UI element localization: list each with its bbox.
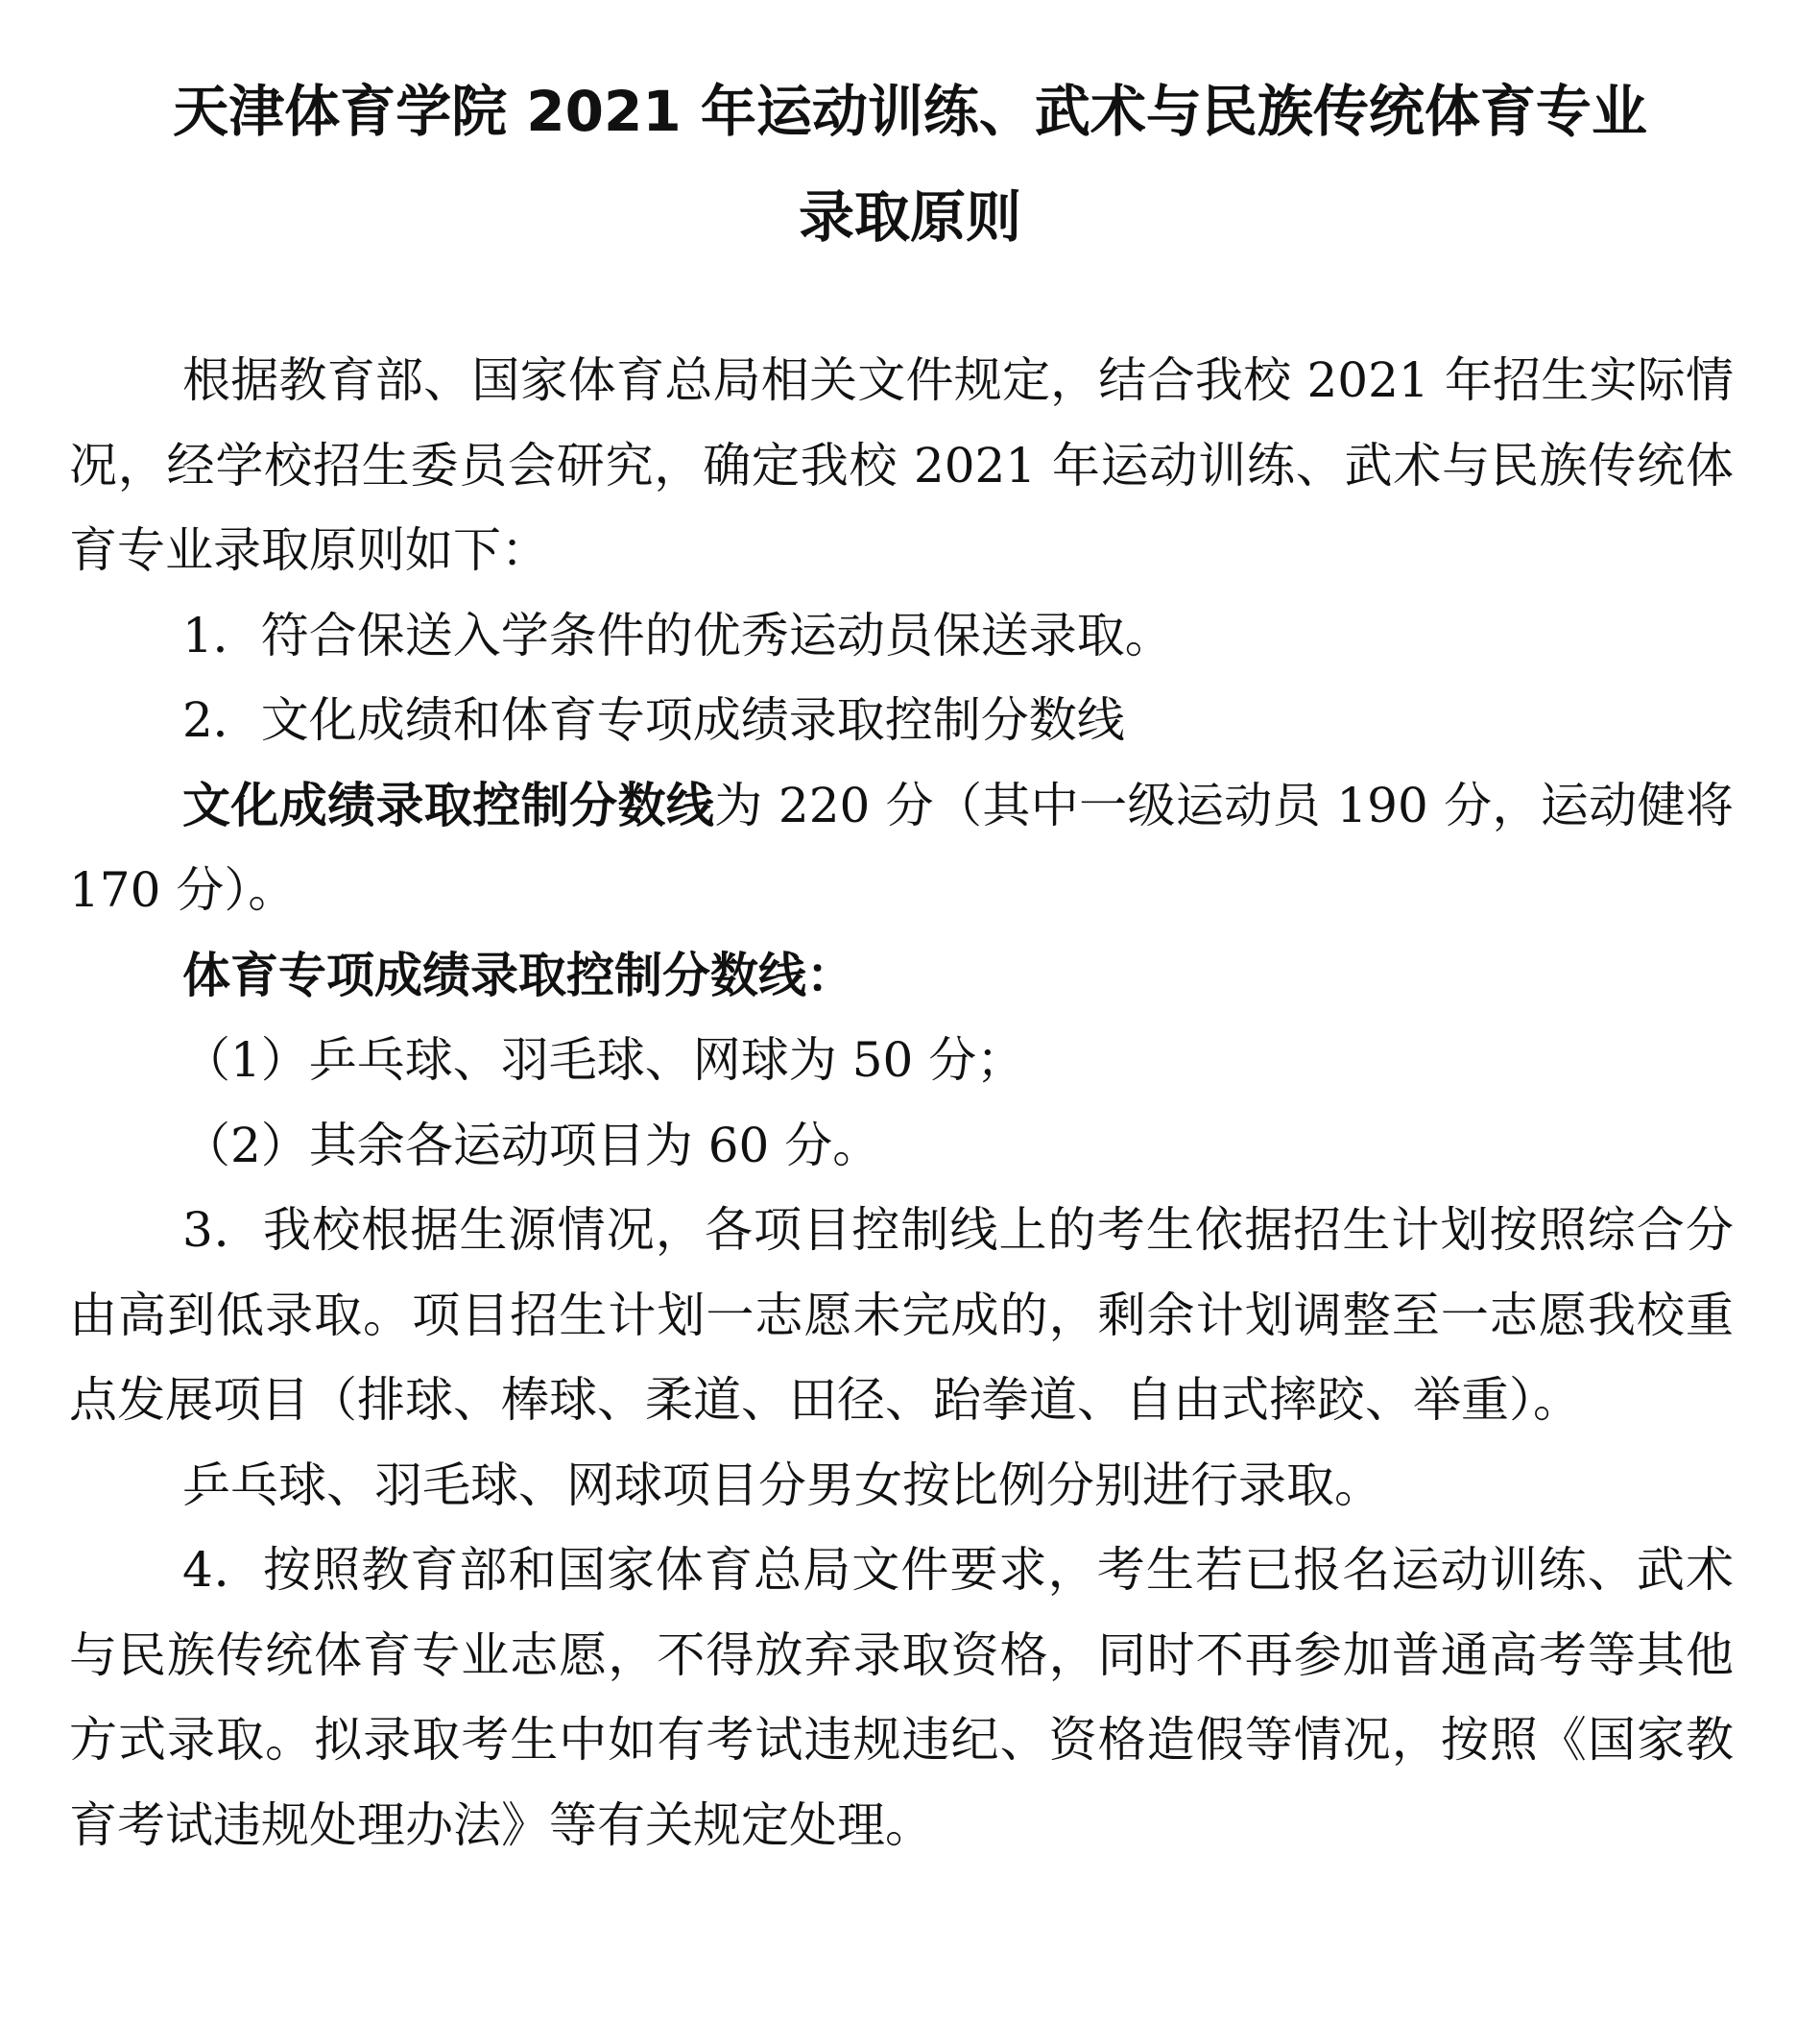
culture-score-text: 为 220 分（其中一级运动员 190 分，运动健将 170 分）。 [69,777,1734,918]
intro-paragraph: 根据教育部、国家体育总局相关文件规定，结合我校 2021 年招生实际情况，经学校招生委员会研究，确定我校 2021 年运动训练、武术与民族传统体育专业录取原则如下： [69,352,1734,578]
item-1: 1．符合保送入学条件的优秀运动员保送录取。 [182,607,1173,663]
culture-score-label: 文化成绩录取控制分数线 [182,777,715,833]
item-3-note: 乒乓球、羽毛球、网球项目分男女按比例分别进行录取。 [182,1457,1382,1513]
document-body [69,338,1734,1867]
item-2: 2．文化成绩和体育专项成绩录取控制分数线 [182,692,1125,748]
document-title-line-1: 天津体育学院 2021 年运动训练、武术与民族传统体育专业 [173,79,1647,144]
sub-item-2: （2）其余各运动项目为 60 分。 [182,1117,881,1173]
culture-score-paragraph [69,763,1734,933]
sports-score-label: 体育专项成绩录取控制分数线： [182,947,854,1003]
sub-item-1: （1）乒乓球、羽毛球、网球为 50 分； [182,1032,1025,1088]
item-4: 4．按照教育部和国家体育总局文件要求，考生若已报名运动训练、武术与民族传统体育专业志愿，不得放弃录取资格，同时不再参加普通高考等其他方式录取。拟录取考生中如有考试违规违纪、资格造假等情况，按照《国家教育考试违规处理办法》等有关规定处理。 [69,1542,1734,1853]
document-title-line-2: 录取原则 [798,184,1021,250]
item-3: 3．我校根据生源情况，各项目控制线上的考生依据招生计划按照综合分由高到低录取。项目招生计划一志愿未完成的，剩余计划调整至一志愿我校重点发展项目（排球、棒球、柔道、田径、跆拳道、自由式摔跤、举重）。 [69,1202,1734,1428]
